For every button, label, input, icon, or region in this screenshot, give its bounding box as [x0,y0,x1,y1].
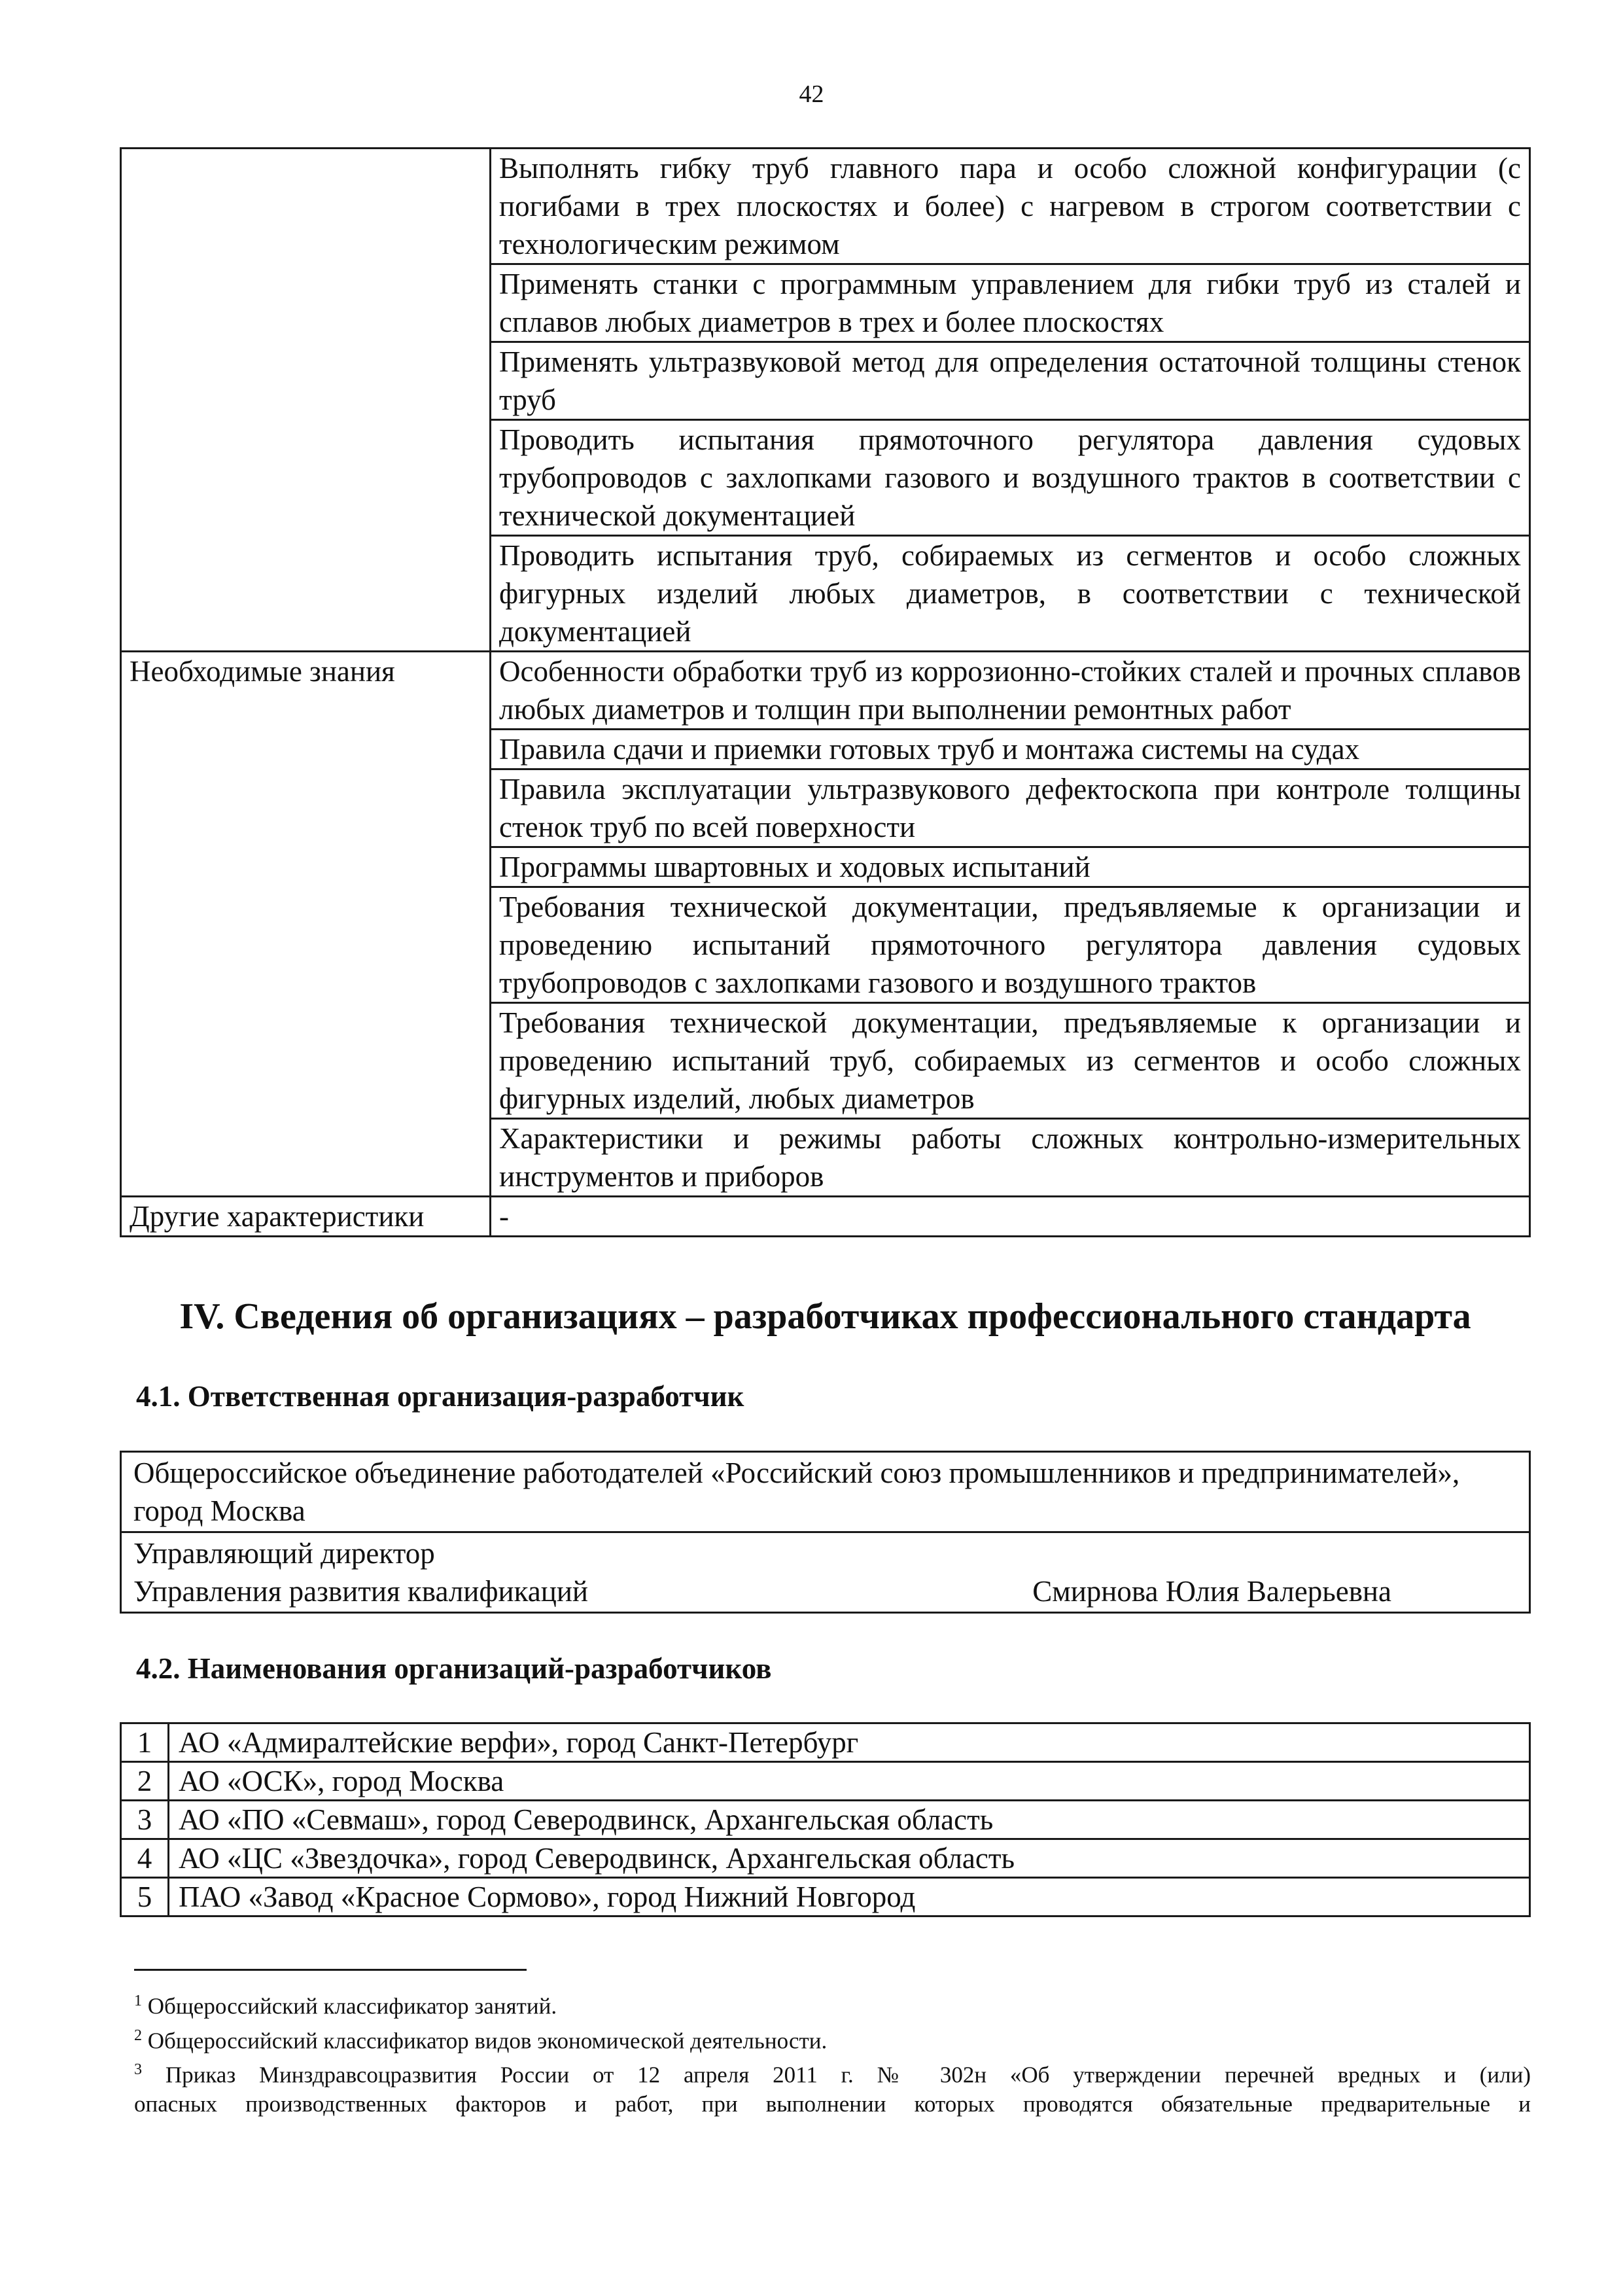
knowledge-cell: Требования технической документации, предъявляемые к организации и проведению испытаний труб, собираемых из сегментов и особо сложных фигурных изделий, любых диаметров [491,1003,1530,1119]
footnote-3-line-2: опасных производственных факторов и работ, при выполнении которых проводятся обязательные предварительные и [134,2091,1531,2117]
signatory-cell [121,1532,1530,1613]
footnote-text: Приказ Минздравсоцразвития России от 12 апреля 2011 г. № 302н «Об утверждении перечней вредных и (или) [165,2062,1531,2088]
footnote-1 [134,1987,1531,2021]
developer-name: АО «ЦС «Звездочка», город Северодвинск, Архангельская область [169,1839,1530,1878]
knowledge-cell: Правила сдачи и приемки готовых труб и монтажа системы на судах [491,730,1530,769]
footnote-2 [134,2021,1531,2056]
knowledge-cell: Правила эксплуатации ультразвукового дефектоскопа при контроле толщины стенок труб по всей поверхности [491,769,1530,847]
work-function-table [120,147,1531,1237]
developer-name: ПАО «Завод «Красное Сормово», город Нижний Новгород [169,1878,1530,1916]
org-name-cell: Общероссийское объединение работодателей «Российский союз промышленников и предпринимателей», город Москва [121,1452,1530,1532]
skill-cell: Выполнять гибку труб главного пара и особо сложной конфигурации (с погибами в трех плоскостях и более) с нагревом в строгом соответствии с технологическим режимом [491,149,1530,264]
row-number: 1 [121,1723,169,1762]
knowledge-cell: Программы швартовных и ходовых испытаний [491,847,1530,887]
row-number: 5 [121,1878,169,1916]
row-number: 2 [121,1762,169,1801]
other-characteristics-value: - [491,1197,1530,1237]
page-number: 42 [799,80,824,108]
footnote-mark: 1 [134,1992,142,2009]
footnote-3-line-1 [134,2055,1531,2090]
footnote-mark: 2 [134,2026,142,2044]
responsible-org-table [120,1451,1531,1614]
other-characteristics-label: Другие характеристики [121,1197,491,1237]
footnotes [134,1987,1531,2119]
skill-cell: Применять станки с программным управлением для гибки труб из сталей и сплавов любых диаметров в трех и более плоскостях [491,264,1530,342]
developers-table [120,1722,1531,1917]
footnote-divider [134,1969,527,1971]
developer-name: АО «Адмиралтейские верфи», город Санкт-Петербург [169,1723,1530,1762]
row-number: 3 [121,1801,169,1839]
footnote-mark: 3 [134,2061,142,2079]
developer-name: АО «ПО «Севмаш», город Северодвинск, Архангельская область [169,1801,1530,1839]
person-name: Смирнова Юлия Валерьевна [1032,1575,1391,1608]
table-row [121,1197,1530,1237]
table-row [121,652,1530,730]
table-row [121,149,1530,264]
position-line-2 [133,1572,1517,1610]
knowledge-cell: Требования технической документации, предъявляемые к организации и проведению испытаний прямоточного регулятора давления судовых трубопроводов с захлопками газового и воздушного трактов [491,887,1530,1003]
table-row [121,1532,1530,1613]
responsible-org-heading: 4.1. Ответственная организация-разработчик [136,1380,744,1413]
footnote-text: Общероссийский классификатор занятий. [147,1993,557,2019]
developer-name: АО «ОСК», город Москва [169,1762,1530,1801]
table-row [121,1452,1530,1532]
developers-heading: 4.2. Наименования организаций-разработчиков [136,1652,772,1685]
position-title: Управления развития квалификаций [133,1575,588,1608]
row-label-empty [121,149,491,652]
skill-cell: Проводить испытания прямоточного регулятора давления судовых трубопроводов с захлопками газового и воздушного трактов в соответствии с технической документацией [491,420,1530,536]
table-row [121,1801,1530,1839]
skill-cell: Применять ультразвуковой метод для определения остаточной толщины стенок труб [491,342,1530,420]
footnote-text: Общероссийский классификатор видов экономической деятельности. [147,2028,828,2054]
knowledge-cell: Особенности обработки труб из коррозионно-стойких сталей и прочных сплавов любых диаметров и толщин при выполнении ремонтных работ [491,652,1530,730]
skill-cell: Проводить испытания труб, собираемых из сегментов и особо сложных фигурных изделий любых диаметров, в соответствии с технической документацией [491,536,1530,652]
table-row [121,1878,1530,1916]
position-line-1: Управляющий директор [133,1537,435,1570]
knowledge-cell: Характеристики и режимы работы сложных контрольно-измерительных инструментов и приборов [491,1119,1530,1197]
table-row [121,1762,1530,1801]
table-row [121,1723,1530,1762]
section-title: IV. Сведения об организациях – разработчиках профессионального стандарта [179,1296,1471,1337]
row-number: 4 [121,1839,169,1878]
table-row [121,1839,1530,1878]
required-knowledge-label: Необходимые знания [121,652,491,1197]
